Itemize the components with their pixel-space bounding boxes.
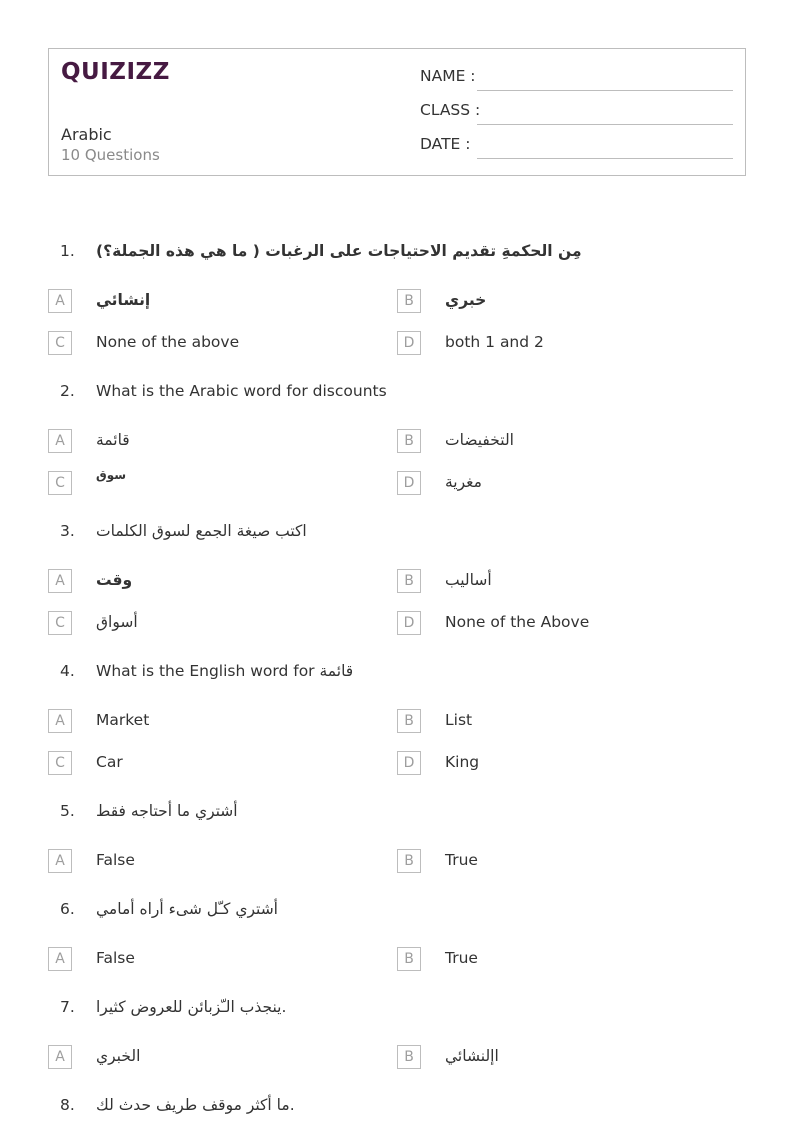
quizizz-logo: QUIZIZZ — [61, 59, 170, 85]
question-number: 7. — [60, 998, 75, 1016]
question-number: 3. — [60, 522, 75, 540]
option-letter-box: A — [48, 429, 72, 453]
option-text: التخفيضات — [445, 431, 514, 449]
option-letter-box: C — [48, 471, 72, 495]
question-text: What is the Arabic word for discounts — [96, 382, 387, 400]
option-text: وقت — [96, 571, 133, 589]
option-letter-box: B — [397, 289, 421, 313]
question-number: 2. — [60, 382, 75, 400]
option-letter-box: B — [397, 947, 421, 971]
name-line[interactable] — [477, 90, 733, 91]
option-text: Market — [96, 711, 150, 729]
option-letter-box: C — [48, 331, 72, 355]
option-text: King — [445, 753, 480, 771]
question-number: 5. — [60, 802, 75, 820]
option-text: True — [445, 851, 478, 869]
option-text: أسواق — [96, 613, 138, 631]
option-letter-box: A — [48, 947, 72, 971]
option-letter-box: B — [397, 849, 421, 873]
option-text: Car — [96, 753, 123, 771]
option-letter-box: B — [397, 429, 421, 453]
option-letter-box: B — [397, 1045, 421, 1069]
option-text: True — [445, 949, 478, 967]
option-letter-box: A — [48, 849, 72, 873]
question-number: 6. — [60, 900, 75, 918]
date-field[interactable] — [420, 135, 733, 159]
question-text: مِن الحكمةِ تقديم الاحتياجات على الرغبات ( ما هي هذه الجملة؟) — [96, 242, 582, 260]
subject-title: Arabic — [61, 125, 112, 144]
question-number: 8. — [60, 1096, 75, 1114]
option-text: List — [445, 711, 473, 729]
option-text: False — [96, 851, 135, 869]
option-letter-box: C — [48, 611, 72, 635]
option-letter-box: A — [48, 569, 72, 593]
question-text: أشتري كـّل شىء أراه أمامي — [96, 900, 278, 918]
option-letter-box: D — [397, 471, 421, 495]
date-line[interactable] — [477, 158, 733, 159]
name-field[interactable] — [420, 67, 733, 91]
class-field[interactable] — [420, 101, 733, 125]
class-label: CLASS : — [420, 101, 481, 119]
question-text: أشتري ما أحتاجه فقط — [96, 802, 238, 820]
option-text: False — [96, 949, 135, 967]
question-count: 10 Questions — [61, 146, 160, 164]
question-text: ما أكثر موقف طريف حدث لك. — [96, 1096, 295, 1114]
option-text: الخبري — [96, 1047, 141, 1065]
option-letter-box: D — [397, 331, 421, 355]
option-text: إنشائي — [96, 291, 151, 309]
question-text: What is the English word for قائمة — [96, 662, 354, 680]
question-number: 4. — [60, 662, 75, 680]
option-text: سوق — [96, 468, 127, 482]
date-label: DATE : — [420, 135, 471, 153]
option-letter-box: A — [48, 289, 72, 313]
option-text: اإلنشائي — [445, 1047, 499, 1065]
name-label: NAME : — [420, 67, 476, 85]
option-letter-box: B — [397, 709, 421, 733]
option-letter-box: A — [48, 1045, 72, 1069]
class-line[interactable] — [477, 124, 733, 125]
option-text: أساليب — [445, 571, 492, 589]
option-letter-box: D — [397, 751, 421, 775]
option-letter-box: A — [48, 709, 72, 733]
option-letter-box: D — [397, 611, 421, 635]
option-text: قائمة — [96, 431, 130, 449]
option-text: both 1 and 2 — [445, 333, 544, 351]
option-text: None of the Above — [445, 613, 590, 631]
option-text: خبري — [445, 291, 487, 309]
question-text: اكتب صيغة الجمع لسوق الكلمات — [96, 522, 307, 540]
question-number: 1. — [60, 242, 75, 260]
question-text: ينجذب الـّزبائن للعروض كثيرا. — [96, 998, 287, 1016]
option-text: None of the above — [96, 333, 240, 351]
option-letter-box: C — [48, 751, 72, 775]
worksheet-header — [48, 48, 746, 176]
option-letter-box: B — [397, 569, 421, 593]
option-text: مغرية — [445, 473, 482, 491]
